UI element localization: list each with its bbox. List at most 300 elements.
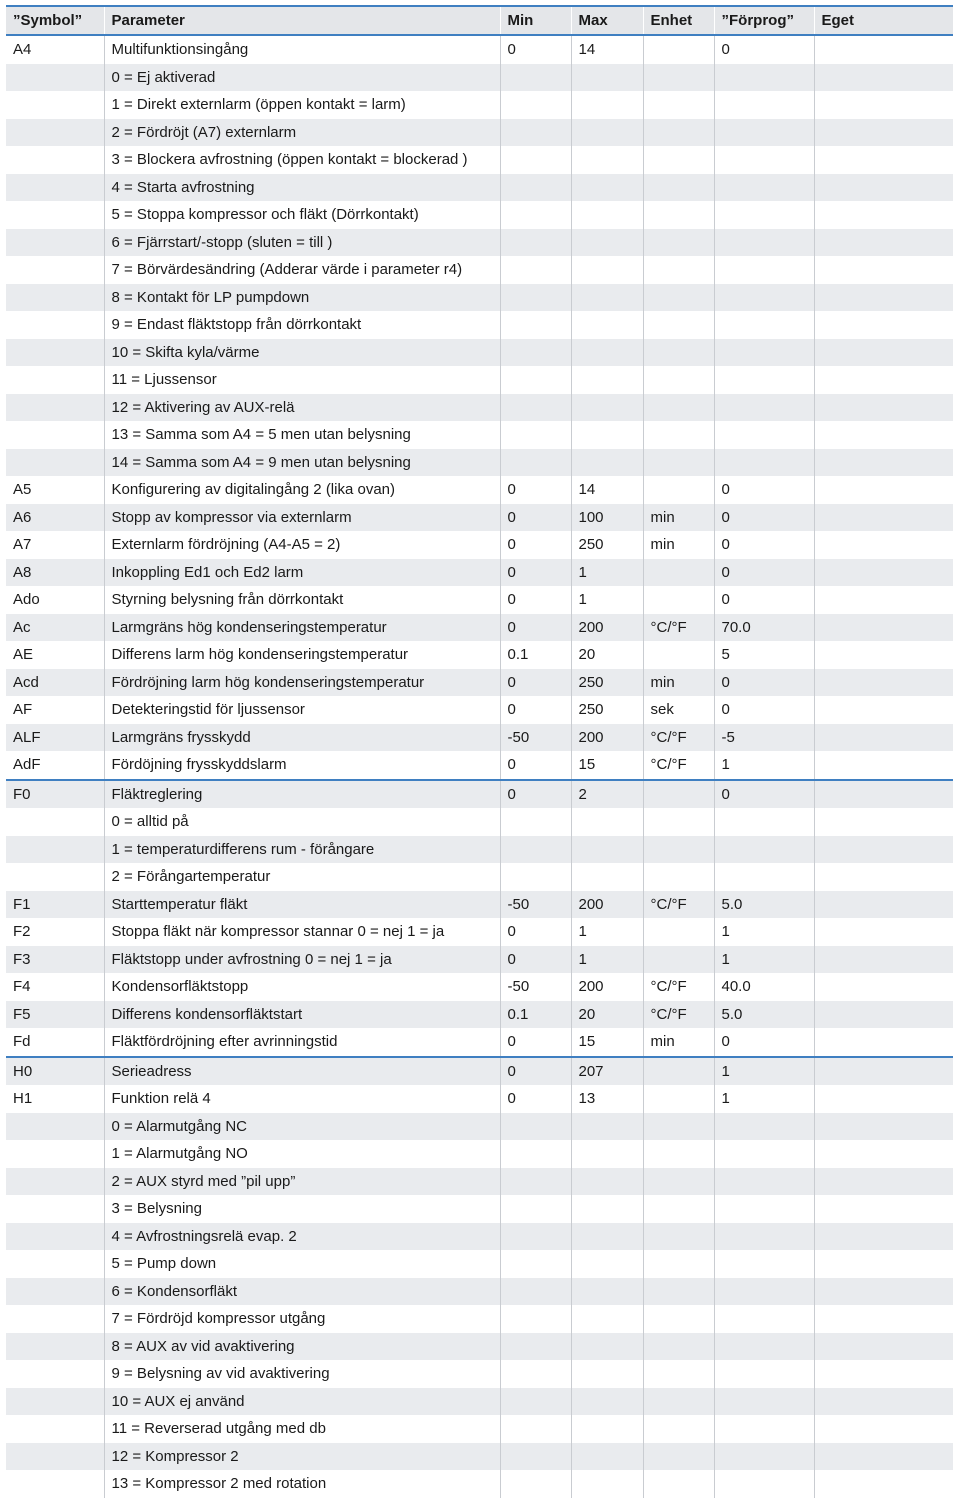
cell-own: [814, 1140, 953, 1168]
cell-parameter: Styrning belysning från dörrkontakt: [104, 586, 500, 614]
cell-preset: 70.0: [714, 614, 814, 642]
cell-own: [814, 559, 953, 587]
cell-max: [571, 1278, 643, 1306]
cell-own: [814, 586, 953, 614]
cell-unit: [643, 146, 714, 174]
cell-symbol: [6, 1113, 104, 1141]
cell-min: 0: [500, 1057, 571, 1086]
cell-parameter: 11 = Reverserad utgång med db: [104, 1415, 500, 1443]
cell-preset: [714, 1140, 814, 1168]
cell-unit: [643, 1057, 714, 1086]
table-row: [6, 1195, 953, 1223]
cell-max: [571, 91, 643, 119]
table-row: [6, 946, 953, 974]
cell-max: 250: [571, 531, 643, 559]
cell-max: 20: [571, 641, 643, 669]
cell-preset: [714, 394, 814, 422]
cell-max: 15: [571, 751, 643, 780]
cell-max: [571, 1388, 643, 1416]
cell-own: [814, 669, 953, 697]
cell-symbol: Acd: [13, 673, 39, 691]
cell-max: 207: [571, 1057, 643, 1086]
cell-parameter: 1 = Direkt externlarm (öppen kontakt = larm): [104, 91, 500, 119]
cell-own: [814, 780, 953, 809]
table-row: [6, 119, 953, 147]
cell-max: [571, 64, 643, 92]
cell-symbol: A8: [13, 563, 32, 581]
cell-max: [571, 366, 643, 394]
cell-own: [814, 201, 953, 229]
cell-preset: [714, 119, 814, 147]
cell-parameter: Funktion relä 4: [104, 1085, 500, 1113]
cell-symbol: [6, 146, 104, 174]
cell-preset: 40.0: [714, 973, 814, 1001]
cell-preset: [714, 1223, 814, 1251]
table-row: [6, 531, 953, 559]
cell-max: 20: [571, 1001, 643, 1029]
cell-max: 250: [571, 696, 643, 724]
cell-unit: [643, 394, 714, 422]
cell-unit: [643, 35, 714, 64]
table-row: [6, 586, 953, 614]
cell-preset: 1: [714, 1057, 814, 1086]
cell-symbol: [6, 339, 104, 367]
header-max: Max: [571, 6, 643, 35]
cell-unit: [643, 311, 714, 339]
cell-max: 200: [571, 973, 643, 1001]
cell-symbol: [6, 1250, 104, 1278]
cell-unit: [643, 1140, 714, 1168]
table-row: [6, 229, 953, 257]
cell-parameter: 12 = Kompressor 2: [104, 1443, 500, 1471]
cell-min: [500, 421, 571, 449]
cell-own: [814, 724, 953, 752]
cell-max: [571, 201, 643, 229]
cell-own: [814, 1250, 953, 1278]
cell-parameter: 8 = Kontakt för LP pumpdown: [104, 284, 500, 312]
cell-preset: [714, 1360, 814, 1388]
cell-preset: [714, 1278, 814, 1306]
cell-max: [571, 1305, 643, 1333]
cell-max: 14: [571, 35, 643, 64]
cell-unit: [643, 1443, 714, 1471]
cell-unit: [643, 366, 714, 394]
cell-max: 250: [571, 669, 643, 697]
cell-unit: [643, 1250, 714, 1278]
cell-preset: [714, 201, 814, 229]
table-row: [6, 1113, 953, 1141]
cell-unit: [643, 91, 714, 119]
table-row: [6, 421, 953, 449]
cell-min: 0.1: [500, 1001, 571, 1029]
cell-max: [571, 311, 643, 339]
cell-symbol: [6, 229, 104, 257]
parameter-table: [6, 5, 953, 1498]
cell-symbol: F0: [6, 780, 104, 809]
table-row: [6, 146, 953, 174]
cell-own: [814, 946, 953, 974]
cell-own: [814, 1470, 953, 1498]
table-row: [6, 449, 953, 477]
cell-symbol: H1: [13, 1090, 33, 1108]
table-row: [6, 1388, 953, 1416]
table-row: [6, 91, 953, 119]
header-own: Eget: [814, 6, 953, 35]
cell-symbol: [6, 366, 104, 394]
cell-symbol: AF: [13, 701, 33, 719]
cell-symbol: [6, 64, 104, 92]
cell-max: [571, 394, 643, 422]
cell-symbol: AE: [13, 646, 34, 664]
cell-preset: [714, 1443, 814, 1471]
cell-preset: 0: [714, 559, 814, 587]
cell-min: 0: [500, 669, 571, 697]
cell-parameter: Fläktreglering: [104, 780, 500, 809]
cell-max: [571, 1333, 643, 1361]
cell-unit: [643, 918, 714, 946]
cell-min: 0: [500, 780, 571, 809]
cell-unit: [643, 641, 714, 669]
cell-min: [500, 1223, 571, 1251]
cell-min: [500, 1113, 571, 1141]
cell-parameter: Differens kondensorfläktstart: [104, 1001, 500, 1029]
cell-own: [814, 641, 953, 669]
cell-own: [814, 256, 953, 284]
table-row: [6, 504, 953, 532]
cell-symbol: [6, 119, 104, 147]
table-row: [6, 1001, 953, 1029]
cell-unit: min: [643, 1028, 714, 1057]
table-row: [6, 863, 953, 891]
table-row: [6, 808, 953, 836]
cell-max: [571, 1250, 643, 1278]
cell-unit: °C/°F: [643, 751, 714, 780]
cell-preset: [714, 836, 814, 864]
cell-min: [500, 863, 571, 891]
cell-max: [571, 146, 643, 174]
cell-max: [571, 1168, 643, 1196]
cell-max: 1: [571, 559, 643, 587]
cell-symbol: [6, 256, 104, 284]
cell-preset: [714, 284, 814, 312]
cell-min: 0: [500, 1028, 571, 1057]
cell-min: [500, 339, 571, 367]
cell-preset: [714, 91, 814, 119]
table-row: [6, 284, 953, 312]
cell-symbol: [6, 808, 104, 836]
cell-unit: [643, 1085, 714, 1113]
cell-parameter: 1 = Alarmutgång NO: [104, 1140, 500, 1168]
cell-parameter: 7 = Fördröjd kompressor utgång: [104, 1305, 500, 1333]
cell-parameter: 0 = Alarmutgång NC: [104, 1113, 500, 1141]
cell-unit: [643, 449, 714, 477]
cell-max: 200: [571, 891, 643, 919]
cell-symbol: [6, 449, 104, 477]
table-row: [6, 256, 953, 284]
cell-preset: 0: [714, 504, 814, 532]
cell-own: [814, 476, 953, 504]
cell-max: [571, 1223, 643, 1251]
cell-symbol: [6, 311, 104, 339]
table-row: [6, 1470, 953, 1498]
cell-parameter: 6 = Fjärrstart/-stopp (sluten = till ): [104, 229, 500, 257]
cell-preset: [714, 311, 814, 339]
cell-symbol: [6, 1168, 104, 1196]
header-preset: ”Förprog”: [714, 6, 814, 35]
cell-min: [500, 1415, 571, 1443]
cell-own: [814, 229, 953, 257]
cell-preset: 0: [714, 780, 814, 809]
cell-symbol: [6, 1443, 104, 1471]
cell-own: [814, 1057, 953, 1086]
cell-min: 0: [500, 1085, 571, 1113]
cell-unit: [643, 229, 714, 257]
cell-unit: [643, 836, 714, 864]
cell-own: [814, 91, 953, 119]
cell-own: [814, 1278, 953, 1306]
cell-preset: 1: [714, 946, 814, 974]
cell-min: [500, 229, 571, 257]
cell-unit: [643, 1278, 714, 1306]
cell-own: [814, 119, 953, 147]
cell-unit: [643, 256, 714, 284]
cell-preset: [714, 366, 814, 394]
cell-max: [571, 863, 643, 891]
header-unit: Enhet: [643, 6, 714, 35]
cell-min: -50: [500, 973, 571, 1001]
header-symbol: ”Symbol”: [6, 6, 104, 35]
cell-preset: 1: [714, 918, 814, 946]
cell-unit: [643, 808, 714, 836]
cell-unit: [643, 1113, 714, 1141]
cell-parameter: 0 = alltid på: [104, 808, 500, 836]
cell-parameter: 11 = Ljussensor: [104, 366, 500, 394]
table-row: [6, 311, 953, 339]
cell-unit: [643, 1415, 714, 1443]
cell-min: [500, 1443, 571, 1471]
cell-preset: 5: [714, 641, 814, 669]
cell-own: [814, 1113, 953, 1141]
cell-max: [571, 836, 643, 864]
cell-max: 1: [571, 946, 643, 974]
cell-max: [571, 1360, 643, 1388]
cell-unit: [643, 1223, 714, 1251]
cell-own: [814, 863, 953, 891]
cell-unit: [643, 64, 714, 92]
cell-parameter: 7 = Börvärdesändring (Adderar värde i parameter r4): [104, 256, 500, 284]
cell-unit: [643, 1305, 714, 1333]
cell-min: [500, 256, 571, 284]
cell-own: [814, 1443, 953, 1471]
cell-parameter: 2 = AUX styrd med ”pil upp”: [104, 1168, 500, 1196]
cell-max: [571, 808, 643, 836]
cell-min: [500, 1168, 571, 1196]
cell-parameter: 4 = Avfrostningsrelä evap. 2: [104, 1223, 500, 1251]
cell-parameter: 10 = Skifta kyla/värme: [104, 339, 500, 367]
cell-max: [571, 119, 643, 147]
cell-symbol: [6, 1223, 104, 1251]
cell-parameter: Multifunktionsingång: [104, 35, 500, 64]
cell-own: [814, 421, 953, 449]
cell-unit: min: [643, 531, 714, 559]
cell-symbol: [6, 836, 104, 864]
cell-unit: °C/°F: [643, 973, 714, 1001]
cell-symbol: Ado: [13, 591, 40, 609]
cell-own: [814, 1333, 953, 1361]
cell-parameter: Inkoppling Ed1 och Ed2 larm: [104, 559, 500, 587]
cell-parameter: 3 = Blockera avfrostning (öppen kontakt = blockerad ): [104, 146, 500, 174]
cell-symbol: [6, 284, 104, 312]
cell-preset: 0: [714, 35, 814, 64]
cell-symbol: [6, 1415, 104, 1443]
cell-symbol: A5: [13, 481, 32, 499]
cell-min: [500, 808, 571, 836]
cell-min: [500, 146, 571, 174]
cell-parameter: 13 = Kompressor 2 med rotation: [104, 1470, 500, 1498]
cell-max: [571, 1140, 643, 1168]
cell-own: [814, 394, 953, 422]
table-row: [6, 366, 953, 394]
cell-preset: [714, 64, 814, 92]
cell-parameter: Stopp av kompressor via externlarm: [104, 504, 500, 532]
cell-own: [814, 1168, 953, 1196]
cell-symbol: F1: [13, 895, 31, 913]
cell-parameter: Detekteringstid för ljussensor: [104, 696, 500, 724]
cell-min: [500, 1195, 571, 1223]
cell-preset: [714, 808, 814, 836]
cell-preset: [714, 1305, 814, 1333]
cell-parameter: Fläktfördröjning efter avrinningstid: [104, 1028, 500, 1057]
cell-preset: 0: [714, 531, 814, 559]
cell-max: 200: [571, 724, 643, 752]
cell-symbol: [6, 1333, 104, 1361]
cell-symbol: [6, 91, 104, 119]
table-row: [6, 1360, 953, 1388]
cell-max: [571, 1443, 643, 1471]
cell-parameter: 4 = Starta avfrostning: [104, 174, 500, 202]
cell-preset: 5.0: [714, 891, 814, 919]
cell-preset: 1: [714, 751, 814, 780]
cell-unit: min: [643, 669, 714, 697]
cell-preset: 0: [714, 586, 814, 614]
cell-min: [500, 1360, 571, 1388]
cell-max: [571, 421, 643, 449]
cell-unit: min: [643, 504, 714, 532]
cell-min: [500, 91, 571, 119]
cell-max: [571, 1470, 643, 1498]
table-body: [6, 35, 953, 1498]
cell-symbol: [6, 1360, 104, 1388]
cell-min: -50: [500, 724, 571, 752]
cell-preset: [714, 256, 814, 284]
cell-min: [500, 1140, 571, 1168]
cell-symbol: ALF: [13, 728, 41, 746]
cell-parameter: 10 = AUX ej använd: [104, 1388, 500, 1416]
cell-preset: 5.0: [714, 1001, 814, 1029]
cell-preset: 0: [714, 1028, 814, 1057]
cell-symbol: [6, 1305, 104, 1333]
cell-min: 0: [500, 476, 571, 504]
cell-symbol: A4: [13, 41, 32, 59]
table-row: [6, 1028, 953, 1057]
cell-max: [571, 1113, 643, 1141]
cell-preset: [714, 229, 814, 257]
cell-symbol: Ac: [13, 618, 31, 636]
cell-preset: [714, 1470, 814, 1498]
cell-min: 0: [500, 531, 571, 559]
cell-own: [814, 918, 953, 946]
cell-max: [571, 256, 643, 284]
cell-min: [500, 119, 571, 147]
cell-own: [814, 1028, 953, 1057]
cell-parameter: 8 = AUX av vid avaktivering: [104, 1333, 500, 1361]
cell-preset: [714, 146, 814, 174]
cell-min: [500, 1278, 571, 1306]
cell-symbol: F5: [13, 1005, 31, 1023]
cell-parameter: Stoppa fläkt när kompressor stannar 0 = nej 1 = ja: [104, 918, 500, 946]
cell-parameter: Kondensorfläktstopp: [104, 973, 500, 1001]
cell-unit: [643, 1195, 714, 1223]
cell-unit: [643, 1333, 714, 1361]
cell-min: 0: [500, 614, 571, 642]
table-row: [6, 35, 953, 64]
cell-own: [814, 35, 953, 64]
cell-min: 0: [500, 586, 571, 614]
cell-min: [500, 449, 571, 477]
cell-max: [571, 449, 643, 477]
cell-parameter: Fördröjning larm hög kondenseringstemperatur: [104, 669, 500, 697]
table-row: [6, 339, 953, 367]
cell-own: [814, 808, 953, 836]
table-row: [6, 1415, 953, 1443]
cell-preset: 0: [714, 476, 814, 504]
cell-parameter: 13 = Samma som A4 = 5 men utan belysning: [104, 421, 500, 449]
cell-unit: [643, 586, 714, 614]
cell-preset: [714, 1168, 814, 1196]
cell-own: [814, 284, 953, 312]
cell-unit: [643, 1470, 714, 1498]
cell-symbol: F2: [13, 923, 31, 941]
cell-symbol: [6, 421, 104, 449]
cell-own: [814, 1360, 953, 1388]
cell-symbol: [6, 1470, 104, 1498]
cell-symbol: A6: [13, 508, 32, 526]
cell-max: [571, 174, 643, 202]
cell-min: 0: [500, 504, 571, 532]
cell-symbol: [6, 201, 104, 229]
cell-preset: [714, 339, 814, 367]
cell-max: 1: [571, 586, 643, 614]
cell-max: 14: [571, 476, 643, 504]
cell-preset: [714, 421, 814, 449]
table-row: [6, 64, 953, 92]
cell-unit: [643, 1388, 714, 1416]
cell-unit: [643, 780, 714, 809]
table-row: [6, 1057, 953, 1086]
cell-unit: [643, 476, 714, 504]
cell-own: [814, 1195, 953, 1223]
table-row: [6, 1250, 953, 1278]
cell-preset: [714, 863, 814, 891]
cell-min: 0: [500, 751, 571, 780]
cell-min: 0: [500, 946, 571, 974]
cell-unit: °C/°F: [643, 1001, 714, 1029]
cell-own: [814, 174, 953, 202]
table-row: [6, 394, 953, 422]
cell-max: 13: [571, 1085, 643, 1113]
cell-symbol: F3: [13, 950, 31, 968]
cell-parameter: Externlarm fördröjning (A4-A5 = 2): [104, 531, 500, 559]
